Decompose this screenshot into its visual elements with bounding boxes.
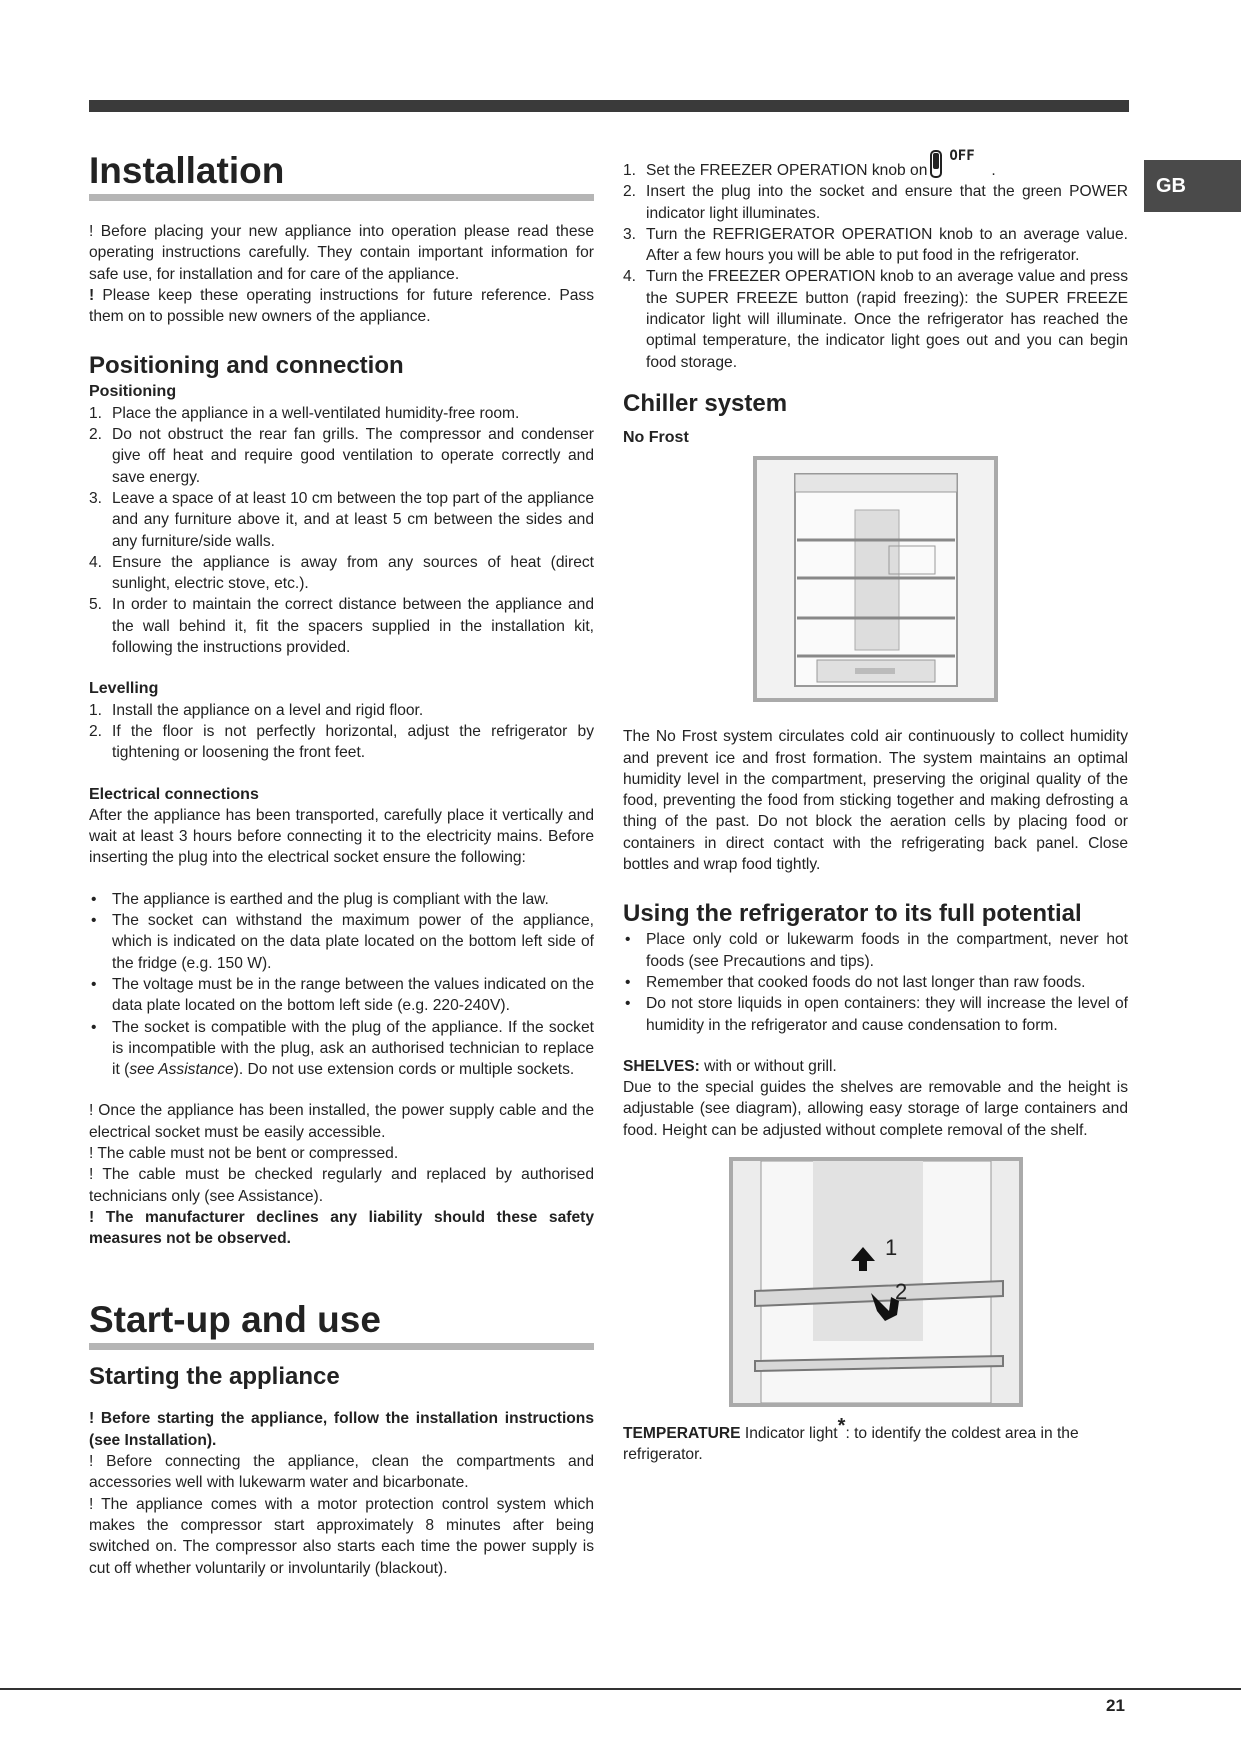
shelf-adjustment-image bbox=[729, 1157, 1023, 1407]
step-label-2: 2 bbox=[895, 1279, 908, 1305]
starting-heading: Starting the appliance bbox=[89, 1363, 340, 1391]
temperature-line: TEMPERATURE Indicator light*: to identify the coldest area in the refrigerator. bbox=[623, 1414, 1079, 1464]
warning-text: ! Once the appliance has been installed, the power supply cable and the electrical socket must be easily accessible. bbox=[89, 1102, 594, 1141]
warning-text: ! The cable must be checked regularly and replaced by authorised technicians only (see Assistance). bbox=[89, 1166, 594, 1205]
positioning-list bbox=[89, 403, 594, 659]
list-item: • Place only cold or lukewarm foods in the compartment, never hot foods (see Precautions and tips). bbox=[623, 929, 1128, 972]
startup-steps bbox=[623, 148, 1128, 373]
list-item: • The socket is compatible with the plug of the appliance. If the socket is incompatible with the plug, ask an authorised technician to replace it (see Assistance). Do not use extension cords or multiple sockets. bbox=[89, 1017, 594, 1081]
list-item: 1. Install the appliance on a level and rigid floor. bbox=[89, 701, 424, 719]
right-column bbox=[623, 150, 1128, 1466]
liability-warning: ! The manufacturer declines any liability should these safety measures not be observed. bbox=[89, 1208, 594, 1248]
startup-heading: Start-up and use bbox=[89, 1299, 594, 1350]
shelves-line: SHELVES: with or without grill. bbox=[623, 1057, 837, 1075]
nofrost-subheading: No Frost bbox=[623, 428, 689, 446]
language-tab: GB bbox=[1144, 160, 1241, 212]
left-column bbox=[89, 150, 594, 1579]
list-item: 5. In order to maintain the correct distance between the appliance and the wall behind it, fit the spacers supplied in the installation kit, following the instructions provided. bbox=[89, 596, 594, 657]
intro-paragraph-2: ! Please keep these operating instructions for future reference. Pass them on to possible new owners of the appliance. bbox=[89, 286, 594, 326]
page-number: 21 bbox=[1106, 1696, 1125, 1715]
fridge-interior-image bbox=[753, 456, 998, 702]
using-list bbox=[623, 929, 1128, 1035]
chiller-heading: Chiller system bbox=[623, 389, 788, 417]
list-item: 3. Leave a space of at least 10 cm between the top part of the appliance and any furniture above it, and at least 5 cm between the sides and any furniture/side walls. bbox=[89, 489, 594, 550]
warning-mark: ! bbox=[89, 286, 95, 304]
list-item: 3. Turn the REFRIGERATOR OPERATION knob to an average value. After a few hours you will be able to put food in the refrigerator. bbox=[623, 225, 1128, 265]
installation-heading: Installation bbox=[89, 150, 594, 201]
intro-paragraph: ! Before placing your new appliance into operation please read these operating instructions carefully. They contain important information for safe use, for installation and for care of the appliance. bbox=[89, 223, 594, 283]
using-heading: Using the refrigerator to its full potential bbox=[623, 900, 1082, 928]
list-item: 4. Turn the FREEZER OPERATION knob to an average value and press the SUPER FREEZE button (rapid freezing): the SUPER FREEZE indicator light will illuminate. Once the refrigerator has reached the optimal temperature, the indicator light goes out and you can begin food storage. bbox=[623, 268, 1128, 371]
nofrost-paragraph: The No Frost system circulates cold air continuously to collect humidity and prevent ice and frost formation. The system maintains an optimal humidity level in the compartment, preserving the original quality of the food, preventing the food from sticking together and making defrosting a thing of the past. Do not block the aeration cells by placing food or containers in direct contact with the refrigerating back panel. Close bottles and wrap food tightly. bbox=[623, 728, 1128, 874]
step-label-1: 1 bbox=[885, 1235, 898, 1261]
bottom-rule bbox=[0, 1688, 1241, 1690]
off-knob-icon bbox=[927, 148, 987, 181]
levelling-list bbox=[89, 700, 594, 764]
list-item: • Remember that cooked foods do not last longer than raw foods. bbox=[623, 972, 1128, 993]
list-item: • Do not store liquids in open containers: they will increase the level of humidity in the refrigerator and cause condensation to form. bbox=[623, 993, 1128, 1036]
off-label: OFF bbox=[949, 148, 975, 165]
list-item: 1. Place the appliance in a well-ventilated humidity-free room. bbox=[89, 404, 520, 422]
list-item: • The appliance is earthed and the plug is compliant with the law. bbox=[89, 889, 594, 910]
list-item: 1. Set the FREEZER OPERATION knob on OFF . bbox=[623, 160, 1128, 181]
list-item: 2. Insert the plug into the socket and ensure that the green POWER indicator light illuminates. bbox=[623, 183, 1128, 222]
electrical-paragraph: After the appliance has been transported, carefully place it vertically and wait at least 3 hours before connecting it to the electricity mains. Before inserting the plug into the electrical socket ensure the following: bbox=[89, 806, 594, 867]
list-item: 2. Do not obstruct the rear fan grills. The compressor and condenser give off heat and require good ventilation to operate correctly and save energy. bbox=[89, 426, 594, 486]
warning-text: ! The cable must not be bent or compressed. bbox=[89, 1144, 399, 1162]
start-warning: ! Before starting the appliance, follow the installation instructions (see Installation). bbox=[89, 1410, 594, 1449]
top-rule bbox=[89, 100, 1129, 112]
electrical-subheading: Electrical connections bbox=[89, 785, 259, 803]
list-item: • The voltage must be in the range between the values indicated on the data plate located on the bottom left side (e.g. 220-240V). bbox=[89, 974, 594, 1017]
start-paragraph: ! The appliance comes with a motor protection control system which makes the compressor start approximately 8 minutes after being switched on. The compressor also starts each time the power supply is cut off whether voluntarily or involuntarily (blackout). bbox=[89, 1495, 594, 1577]
levelling-subheading: Levelling bbox=[89, 680, 159, 698]
list-item: • The socket can withstand the maximum power of the appliance, which is indicated on the data plate located on the bottom left side of the fridge (e.g. 150 W). bbox=[89, 910, 594, 974]
positioning-subheading: Positioning bbox=[89, 383, 177, 401]
start-paragraph: ! Before connecting the appliance, clean the compartments and accessories well with lukewarm water and bicarbonate. bbox=[89, 1453, 594, 1492]
shelves-paragraph: Due to the special guides the shelves are removable and the height is adjustable (see diagram), allowing easy storage of large containers and food. Height can be adjusted without complete removal of the shelf. bbox=[623, 1079, 1128, 1139]
list-item: 4. Ensure the appliance is away from any sources of heat (direct sunlight, electric stove, etc.). bbox=[89, 553, 594, 593]
list-item: 2. If the floor is not perfectly horizontal, adjust the refrigerator by tightening or loosening the front feet. bbox=[89, 722, 594, 762]
positioning-heading: Positioning and connection bbox=[89, 352, 404, 380]
electrical-list bbox=[89, 889, 594, 1081]
